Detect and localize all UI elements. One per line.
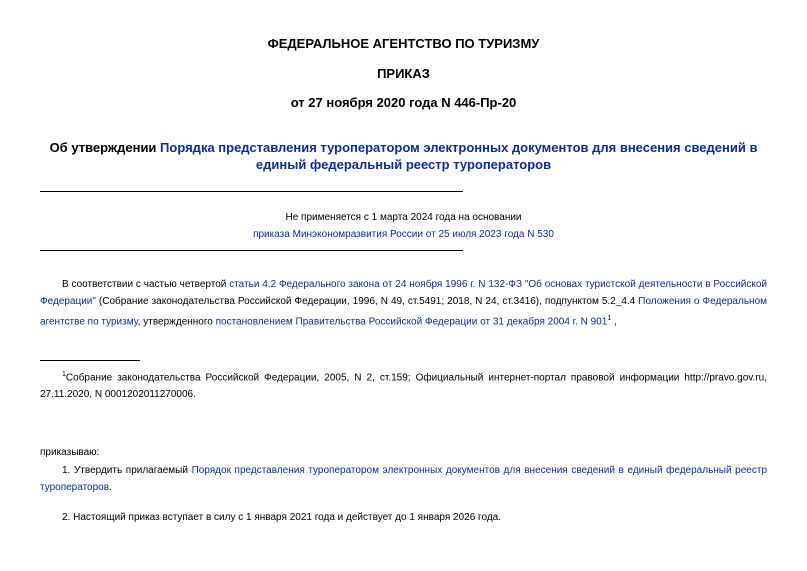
agency-regulation-link[interactable]: Положения о Федеральном агентстве по туризму [40, 296, 768, 328]
preamble-text-2: (Собрание законодательства Российской Федерации, 1996, N 49, ст.5491; 2018, N 24, ст.3416), подпунктом 5.2_4.4 [95, 296, 639, 307]
federal-law-link[interactable]: статьи 4.2 Федерального закона от 24 ноября 1996 г. N 132-ФЗ "Об основах туристской деятельности в Российской Федерации" [40, 279, 768, 307]
agency-heading: ФЕДЕРАЛЬНОЕ АГЕНТСТВО ПО ТУРИЗМУ [267, 36, 540, 51]
preamble-paragraph [40, 276, 767, 330]
footnote-divider [40, 360, 140, 361]
status-note-text: Не применяется с 1 марта 2024 года на основании [285, 212, 522, 223]
title-prefix: Об утверждении [49, 140, 161, 155]
status-note-link-wrap [40, 229, 767, 240]
footnote-reference: 1 [607, 315, 612, 322]
status-note-link[interactable]: приказа Минэкономразвития России от 25 июля 2023 года N 530 [253, 229, 554, 240]
footnote-paragraph [40, 366, 767, 403]
footnote-text: Собрание законодательства Российской Федерации, 2005, N 2, ст.159; Официальный интернет-портал правовой информации http://pravo.gov.ru, 27.11.2020, N 0001202011270006. [40, 372, 767, 401]
preamble-text-1: В соответствии с частью четвертой [62, 279, 230, 290]
order-item-1 [40, 462, 767, 496]
status-divider-top [40, 191, 463, 192]
order-item-1-suffix: . [109, 482, 112, 493]
order-word: приказываю: [40, 447, 100, 458]
document-date-number: от 27 ноября 2020 года N 446-Пр-20 [290, 95, 517, 110]
procedure-link[interactable]: Порядок представления туроператором электронных документов для внесения сведений в единый федеральный реестр туроператоров [40, 465, 768, 493]
order-item-1-prefix: 1. Утвердить прилагаемый [62, 465, 192, 476]
status-divider-bottom [40, 250, 463, 251]
footnote-mark: 1 [62, 371, 66, 378]
government-resolution-link[interactable]: постановлением Правительства Российской Федерации от 31 декабря 2004 г. N 901 [215, 316, 608, 328]
title-link[interactable]: Порядка представления туроператором электронных документов для внесения сведений в единый федеральный реестр туроператоров [160, 140, 758, 172]
preamble-text-3: , утвержденного [137, 316, 216, 328]
preamble-text-4: , [611, 316, 617, 328]
document-title [40, 139, 767, 173]
document-type-heading: ПРИКАЗ [377, 66, 430, 81]
order-item-2: 2. Настоящий приказ вступает в силу с 1 января 2021 года и действует до 1 января 2026 года. [62, 512, 501, 523]
